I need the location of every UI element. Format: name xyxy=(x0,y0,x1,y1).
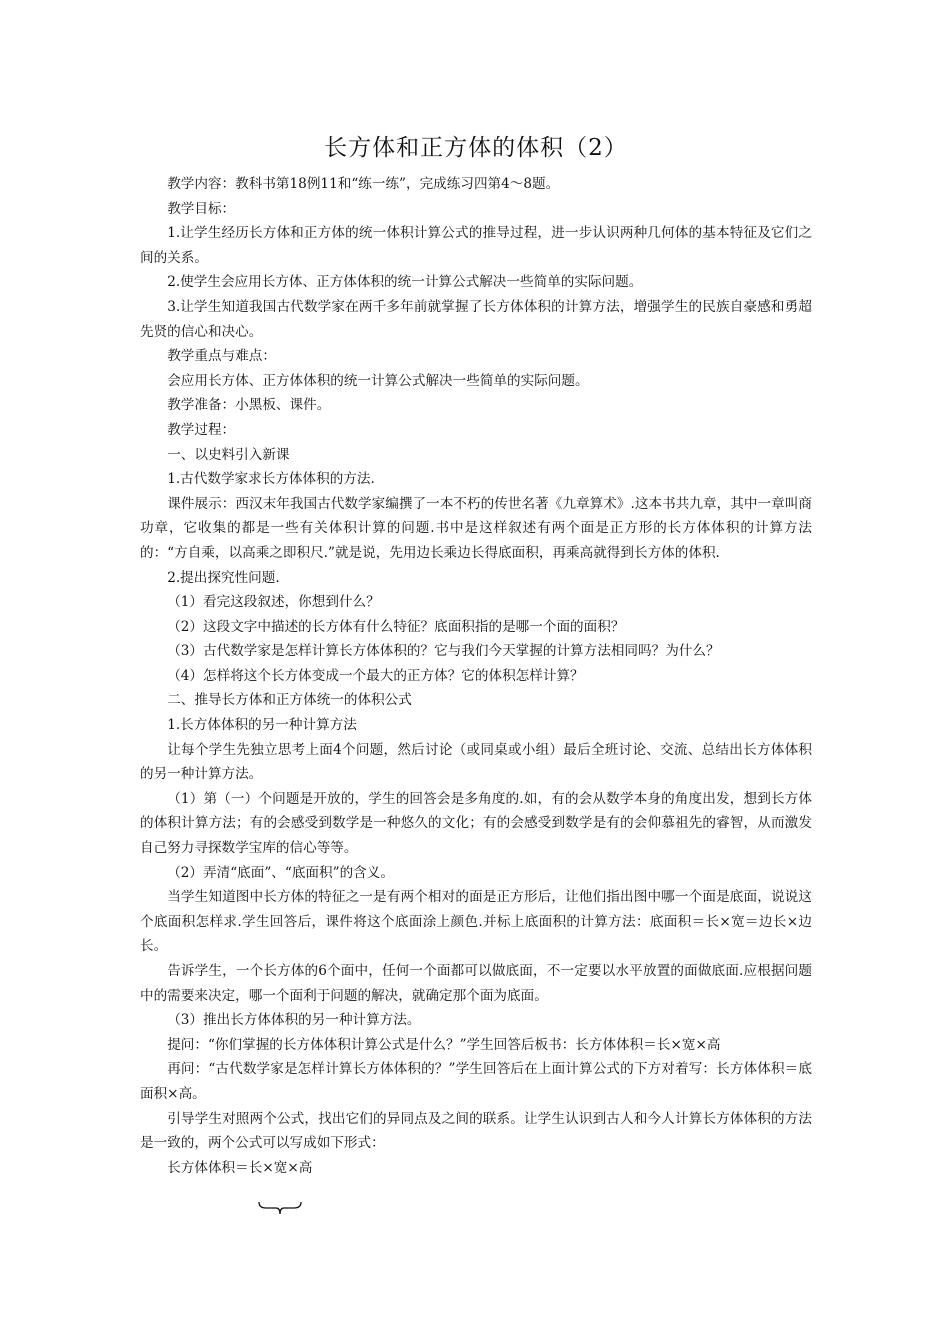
paragraph-base-explanation: 当学生知道图中长方体的特征之一是有两个相对的面是正方形后，让他们指出图中哪一个面是底面，说说这个底面积怎样求.学生回答后，课件将这个底面涂上颜色.并标上底面积的计算方法：底面积＝长×宽＝边长×边长。 xyxy=(140,889,812,955)
paragraph-point-2: （2）弄清“底面”、“底面积”的含义。 xyxy=(167,864,394,881)
paragraph-question-1: （1）看完这段叙述，你想到什么？ xyxy=(167,594,380,611)
paragraph-preparation: 教学准备：小黑板、课件。 xyxy=(167,397,331,414)
paragraph-goal-3: 3.让学生知道我国古代数学家在两千多年前就掌握了长方体体积的计算方法，增强学生的民族自豪感和勇超先贤的信心和决心。 xyxy=(140,298,812,340)
paragraph-compare: 引导学生对照两个公式，找出它们的异同点及之间的联系。让学生认识到古人和今人计算长方体体积的方法是一致的，两个公式可以写成如下形式： xyxy=(140,1110,812,1152)
paragraph-question-3: （3）古代数学家是怎样计算长方体体积的？它与我们今天掌握的计算方法相同吗？为什么？ xyxy=(167,643,720,660)
paragraph-ancient-method: 1.古代数学家求长方体体积的方法. xyxy=(167,471,375,488)
document-body xyxy=(140,172,812,1180)
paragraph-courseware: 课件展示：西汉末年我国古代数学家编撰了一本不朽的传世名著《九章算术》.这本书共九章，其中一章叫商功章，它收集的都是一些有关体积计算的问题.书中是这样叙述有两个面是正方形的长方体体积的计算方法的：“方自乘，以高乘之即积尺.”就是说，先用边长乘边长得底面积，再乘高就得到长方体的体积. xyxy=(140,495,812,561)
paragraph-point-1: （1）第（一）个问题是开放的，学生的回答会是多角度的.如，有的会从数学本身的角度出发，想到长方体的体积计算方法；有的会感受到数学是一种悠久的文化；有的会感受到数学是有的会仰慕祖先的睿智，从而激发自己努力寻探数学宝库的信心等等。 xyxy=(140,790,812,857)
paragraph-another-method: 1.长方体体积的另一种计算方法 xyxy=(167,717,357,734)
paragraph-section-2-heading: 二、推导长方体和正方体统一的体积公式 xyxy=(167,692,412,709)
paragraph-ask-1: 提问：“你们掌握的长方体体积计算公式是什么？”学生回答后板书：长方体体积＝长×宽×高 xyxy=(167,1036,721,1053)
paragraph-goals-heading: 教学目标： xyxy=(167,200,236,217)
paragraph-question-2: （2）这段文字中描述的长方体有什么特征？底面积指的是哪一个面的面积？ xyxy=(167,618,625,635)
page-title: 长方体和正方体的体积（2） xyxy=(324,135,628,161)
paragraph-question-4: （4）怎样将这个长方体变成一个最大的正方体？它的体积怎样计算？ xyxy=(167,667,584,684)
paragraph-section-1-heading: 一、以史料引入新课 xyxy=(167,446,290,463)
paragraph-point-3: （3）推出长方体体积的另一种计算方法。 xyxy=(167,1012,421,1029)
paragraph-key-points-heading: 教学重点与难点： xyxy=(167,348,276,365)
brace-under-formula xyxy=(258,1200,302,1216)
paragraph-discussion: 让每个学生先独立思考上面4个问题，然后讨论（或同桌或小组）最后全班讨论、交流、总结出长方体体积的另一种计算方法。 xyxy=(140,741,812,783)
paragraph-ask-2: 再问：“古代数学家是怎样计算长方体体积的？”学生回答后在上面计算公式的下方对着写：长方体体积＝底面积×高。 xyxy=(140,1061,812,1102)
paragraph-goal-2: 2.使学生会应用长方体、正方体体积的统一计算公式解决一些简单的实际问题。 xyxy=(167,274,643,291)
formula-line: 长方体体积＝长×宽×高 xyxy=(167,1159,313,1176)
paragraph-process-heading: 教学过程： xyxy=(167,421,236,438)
paragraph-key-points: 会应用长方体、正方体体积的统一计算公式解决一些简单的实际问题。 xyxy=(167,372,589,389)
paragraph-any-face-base: 告诉学生，一个长方体的6个面中，任何一个面都可以做底面，不一定要以水平放置的面做底面.应根据问题中的需要来决定，哪一个面利于问题的解决，就确定那个面为底面。 xyxy=(140,963,812,1004)
paragraph-teaching-content: 教学内容：教科书第18例11和“练一练”，完成练习四第4～8题。 xyxy=(167,176,560,192)
paragraph-questions-heading: 2.提出探究性问题. xyxy=(167,569,280,586)
paragraph-goal-1: 1.让学生经历长方体和正方体的统一体积计算公式的推导过程，进一步认识两种几何体的基本特征及它们之间的关系。 xyxy=(140,225,812,266)
document-page xyxy=(140,132,812,1180)
